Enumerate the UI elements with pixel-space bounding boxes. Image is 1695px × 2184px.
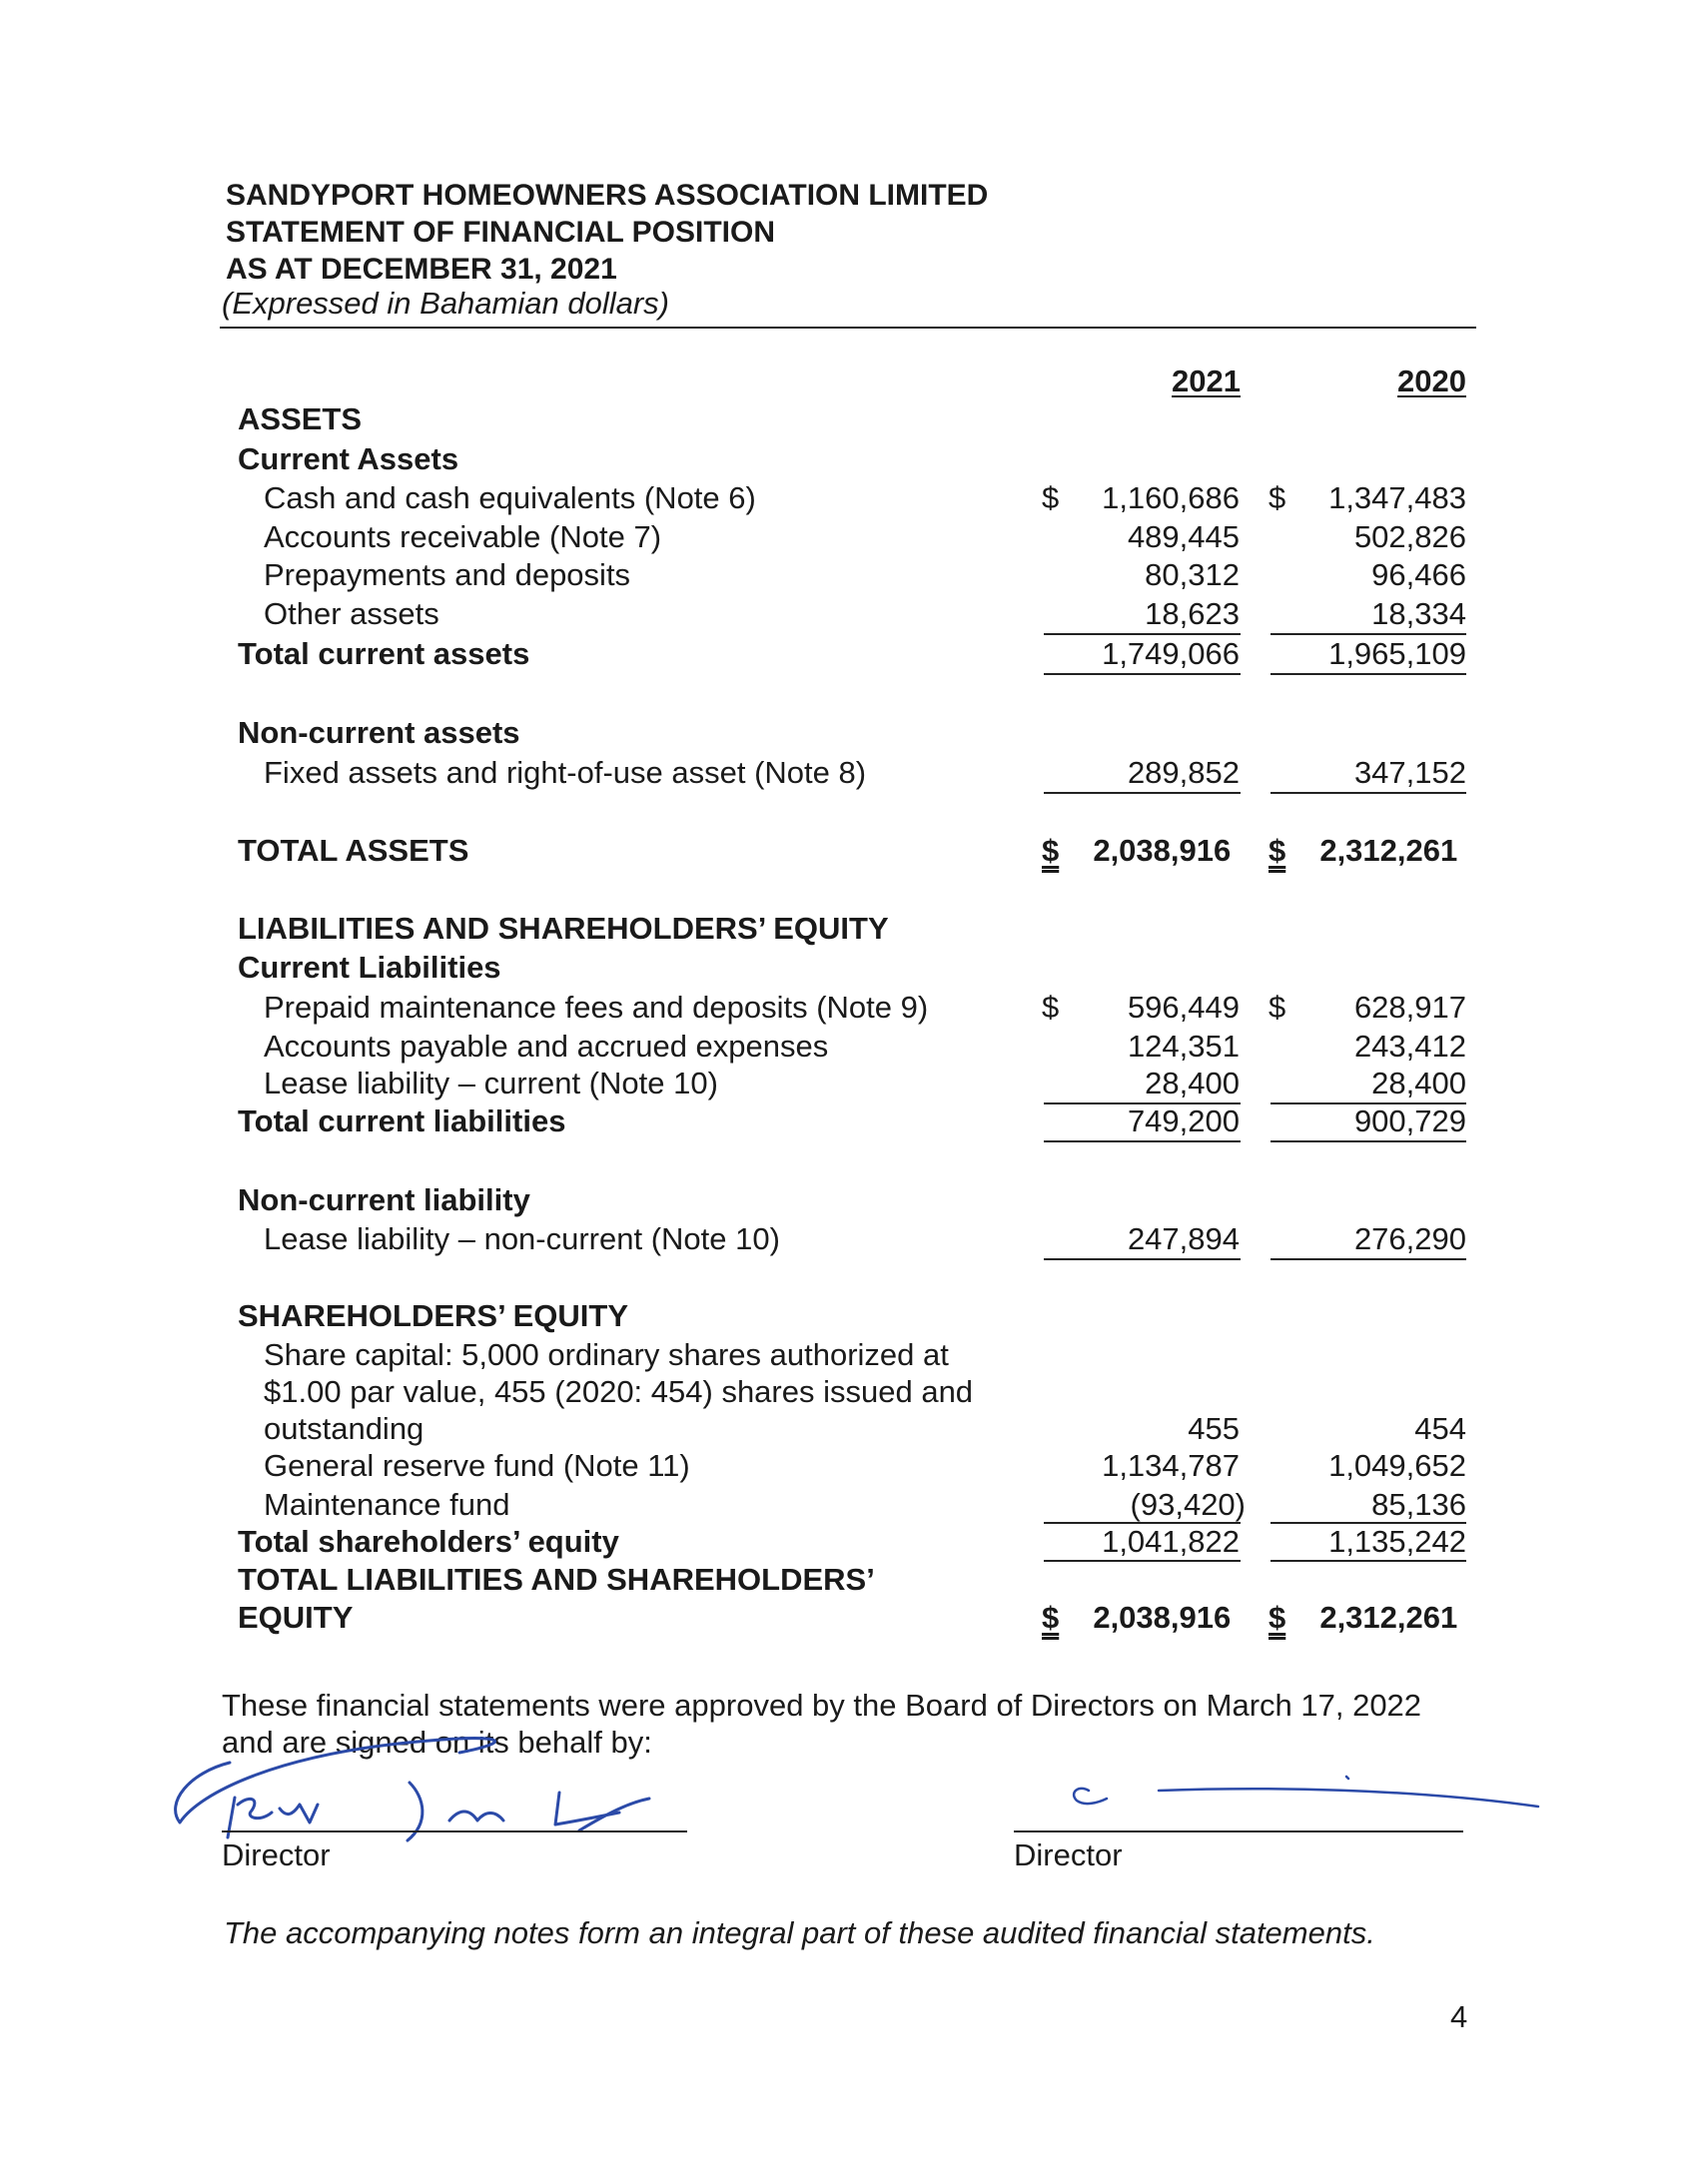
- currency-symbol: $: [1269, 1600, 1286, 1635]
- currency-symbol: $: [1269, 990, 1286, 1025]
- other-assets-label: Other assets: [264, 596, 439, 631]
- total-current-liabilities-2020: 900,729: [1353, 1103, 1466, 1138]
- lease-current-2021: 28,400: [1145, 1066, 1240, 1100]
- share-capital-2020: 454: [1414, 1411, 1466, 1446]
- lease-noncurrent-2021: 247,894: [1127, 1221, 1240, 1256]
- page-number: 4: [1450, 1999, 1468, 2034]
- header-rule: [220, 327, 1476, 329]
- prepaid-fees-2020: 628,917: [1353, 990, 1466, 1025]
- cash-2020: 1,347,483: [1328, 480, 1466, 515]
- currency-symbol: $: [1269, 833, 1286, 868]
- director-label-right: Director: [1014, 1837, 1123, 1872]
- grand-total-2020-cell: [1269, 1600, 1468, 1636]
- company-name: SANDYPORT HOMEOWNERS ASSOCIATION LIMITED: [226, 179, 989, 212]
- year-2021-heading: 2021: [1172, 364, 1241, 398]
- statement-date: AS AT DECEMBER 31, 2021: [226, 253, 617, 286]
- currency-note: (Expressed in Bahamian dollars): [222, 286, 669, 321]
- noncurrent-assets-heading: Non-current assets: [238, 715, 520, 750]
- rule: [1271, 673, 1466, 675]
- cash-label: Cash and cash equivalents (Note 6): [264, 480, 756, 515]
- total-assets-2021-cell: [1042, 833, 1242, 869]
- rule: [1271, 633, 1466, 635]
- total-assets-2020: 2,312,261: [1319, 833, 1458, 868]
- lease-current-2020: 28,400: [1371, 1066, 1466, 1100]
- total-current-liabilities-2021: 749,200: [1127, 1103, 1240, 1138]
- total-equity-2021: 1,041,822: [1102, 1524, 1240, 1559]
- rule: [1044, 633, 1241, 635]
- general-reserve-label: General reserve fund (Note 11): [264, 1448, 690, 1483]
- noncurrent-liability-heading: Non-current liability: [238, 1182, 530, 1217]
- maintenance-fund-2020: 85,136: [1371, 1487, 1466, 1522]
- receivable-2020: 502,826: [1353, 519, 1466, 554]
- total-assets-label: TOTAL ASSETS: [238, 833, 469, 868]
- total-current-liabilities-label: Total current liabilities: [238, 1103, 566, 1138]
- lease-noncurrent-2020: 276,290: [1353, 1221, 1466, 1256]
- statement-title: STATEMENT OF FINANCIAL POSITION: [226, 216, 775, 249]
- liabilities-heading: LIABILITIES AND SHAREHOLDERS’ EQUITY: [238, 911, 889, 946]
- prepaid-fees-2021: 596,449: [1127, 990, 1240, 1025]
- grand-total-label-line-1: TOTAL LIABILITIES AND SHAREHOLDERS’: [238, 1562, 875, 1597]
- approval-statement-line-2: and are signed on its behalf by:: [222, 1725, 652, 1760]
- signature-line-right: [1014, 1830, 1463, 1832]
- fixed-assets-2021: 289,852: [1127, 755, 1240, 790]
- other-assets-2020: 18,334: [1371, 596, 1466, 631]
- grand-total-2021: 2,038,916: [1093, 1600, 1232, 1635]
- total-current-assets-2021: 1,749,066: [1102, 636, 1240, 671]
- lease-current-label: Lease liability – current (Note 10): [264, 1066, 718, 1100]
- cash-2021: 1,160,686: [1102, 480, 1240, 515]
- rule: [1044, 673, 1241, 675]
- total-equity-label: Total shareholders’ equity: [238, 1524, 619, 1559]
- payables-2020: 243,412: [1353, 1029, 1466, 1064]
- rule: [1271, 1258, 1466, 1260]
- rule: [1044, 1140, 1241, 1142]
- total-equity-2020: 1,135,242: [1328, 1524, 1466, 1559]
- equity-heading: SHAREHOLDERS’ EQUITY: [238, 1298, 628, 1333]
- rule: [1271, 792, 1466, 794]
- maintenance-fund-label: Maintenance fund: [264, 1487, 510, 1522]
- signature-line-left: [222, 1830, 687, 1832]
- director-label-left: Director: [222, 1837, 331, 1872]
- rule: [1271, 1560, 1466, 1562]
- grand-total-2021-cell: [1042, 1600, 1242, 1636]
- general-reserve-2021: 1,134,787: [1102, 1448, 1240, 1483]
- prepayments-label: Prepayments and deposits: [264, 557, 631, 592]
- prepaid-fees-label: Prepaid maintenance fees and deposits (Note 9): [264, 990, 929, 1025]
- fixed-assets-label: Fixed assets and right-of-use asset (Note 8): [264, 755, 867, 790]
- rule: [1044, 1258, 1241, 1260]
- total-current-assets-2020: 1,965,109: [1328, 636, 1466, 671]
- currency-symbol: $: [1269, 480, 1286, 515]
- total-assets-2020-cell: [1269, 833, 1468, 869]
- prepayments-2020: 96,466: [1371, 557, 1466, 592]
- current-assets-heading: Current Assets: [238, 441, 459, 476]
- rule: [1044, 792, 1241, 794]
- lease-noncurrent-label: Lease liability – non-current (Note 10): [264, 1221, 780, 1256]
- director-signature-right: [1049, 1763, 1568, 1832]
- share-capital-line-3: outstanding: [264, 1411, 424, 1446]
- assets-heading: ASSETS: [238, 401, 363, 436]
- receivable-label: Accounts receivable (Note 7): [264, 519, 662, 554]
- currency-symbol: $: [1042, 1600, 1060, 1635]
- general-reserve-2020: 1,049,652: [1328, 1448, 1466, 1483]
- approval-statement-line-1: These financial statements were approved by the Board of Directors on March 17, 2022: [222, 1688, 1422, 1723]
- year-2020-heading: 2020: [1397, 364, 1466, 398]
- payables-label: Accounts payable and accrued expenses: [264, 1029, 829, 1064]
- currency-symbol: $: [1042, 480, 1060, 515]
- prepayments-2021: 80,312: [1145, 557, 1240, 592]
- other-assets-2021: 18,623: [1145, 596, 1240, 631]
- grand-total-label-line-2: EQUITY: [238, 1600, 354, 1635]
- total-assets-2021: 2,038,916: [1093, 833, 1232, 868]
- currency-symbol: $: [1042, 990, 1060, 1025]
- share-capital-line-2: $1.00 par value, 455 (2020: 454) shares issued and: [264, 1374, 974, 1409]
- share-capital-2021: 455: [1188, 1411, 1240, 1446]
- share-capital-line-1: Share capital: 5,000 ordinary shares authorized at: [264, 1337, 949, 1372]
- total-current-assets-label: Total current assets: [238, 636, 530, 671]
- maintenance-fund-2021: (93,420): [1130, 1487, 1246, 1522]
- grand-total-2020: 2,312,261: [1319, 1600, 1458, 1635]
- rule: [1271, 1140, 1466, 1142]
- payables-2021: 124,351: [1127, 1029, 1240, 1064]
- rule: [1044, 1560, 1241, 1562]
- fixed-assets-2020: 347,152: [1353, 755, 1466, 790]
- currency-symbol: $: [1042, 833, 1060, 868]
- receivable-2021: 489,445: [1127, 519, 1240, 554]
- footnote: The accompanying notes form an integral part of these audited financial statements.: [224, 1915, 1375, 1950]
- current-liabilities-heading: Current Liabilities: [238, 950, 501, 985]
